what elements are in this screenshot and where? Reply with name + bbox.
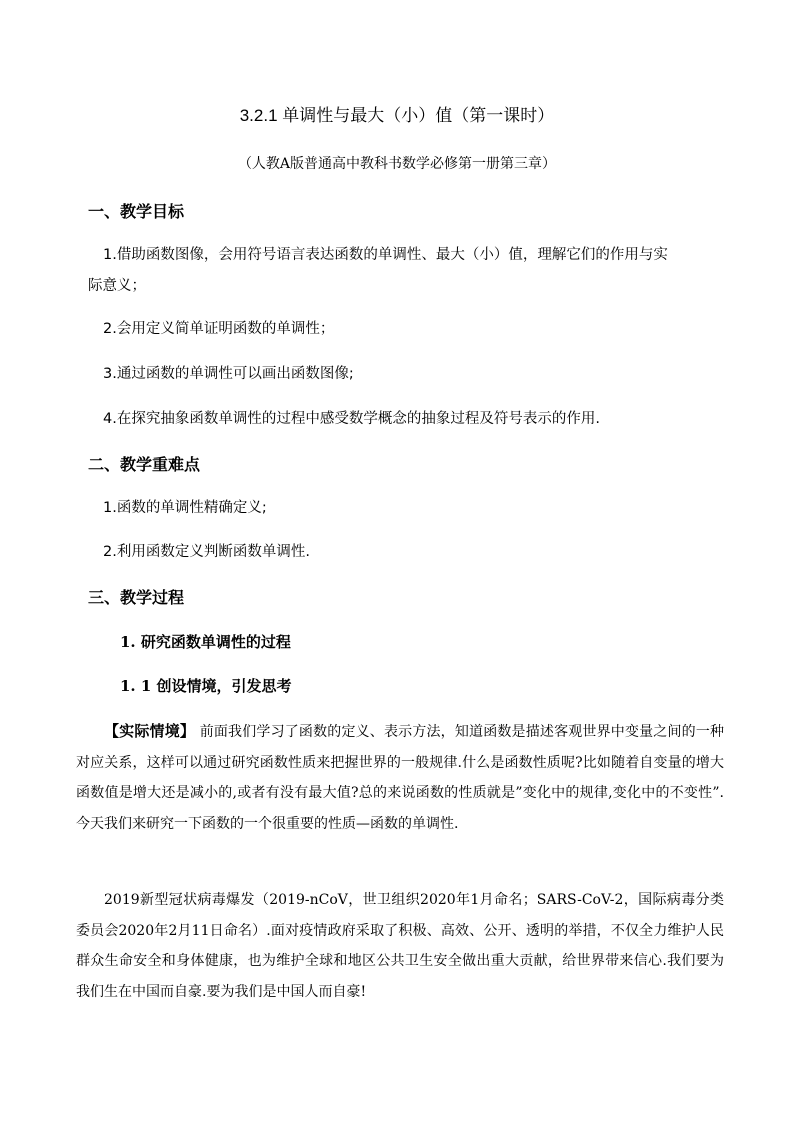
page-subtitle: （人教A版普通高中教科书数学必修第一册第三章）: [237, 156, 557, 172]
situation-label: 【实际情境】: [104, 722, 196, 740]
objective-item-3: 3.通过函数的单调性可以画出函数图像;: [103, 366, 354, 382]
key-point-item-2: 2.利用函数定义判断函数单调性.: [103, 544, 310, 560]
section-heading-process: 三、教学过程: [88, 588, 185, 607]
section-heading-key-points: 二、教学重难点: [88, 455, 201, 474]
page-title: 3.2.1 单调性与最大（小）值（第一课时）: [239, 106, 555, 125]
objective-item-1-continued: 际意义；: [88, 278, 146, 294]
section-heading-objectives: 一、教学目标: [88, 202, 185, 221]
key-point-item-1: 1.函数的单调性精确定义;: [103, 500, 267, 516]
covid-paragraph-block: [76, 885, 724, 1007]
objective-item-4: 4.在探究抽象函数单调性的过程中感受数学概念的抽象过程及符号表示的作用.: [103, 411, 600, 427]
objective-item-2: 2.会用定义简单证明函数的单调性；: [103, 321, 335, 337]
covid-paragraph: 2019新型冠状病毒爆发（2019-nCoV，世卫组织2020年1月命名；SARS-CoV-2，国际病毒分类委员会2020年2月11日命名）.面对疫情政府采取了积极、高效、公开、透明的举措，不仅全力维护人民群众生命安全和身体健康，也为维护全球和地区公共卫生安全做出重大贡献，给世界带来信心.我们要为我们生在中国而自豪.要为我们是中国人而自豪!: [76, 892, 724, 1000]
situation-paragraph: [76, 716, 724, 839]
subheading-situation: 1. 1 创设情境，引发思考: [120, 677, 292, 695]
objective-item-1: 1.借助函数图像，会用符号语言表达函数的单调性、最大（小）值，理解它们的作用与实: [103, 247, 668, 263]
situation-text: 前面我们学习了函数的定义、表示方法，知道函数是描述客观世界中变量之间的一种对应关系，这样可以通过研究函数性质来把握世界的一般规律.什么是函数性质呢?比如随着自变量的增大函数值是增大还是减小的,或者有没有最大值?总的来说函数的性质就是”变化中的规律,变化中的不变性”.今天我们来研究一下函数的一个很重要的性质—函数的单调性.: [76, 724, 724, 832]
subheading-monotonicity-study: 1. 研究函数单调性的过程: [120, 633, 291, 651]
